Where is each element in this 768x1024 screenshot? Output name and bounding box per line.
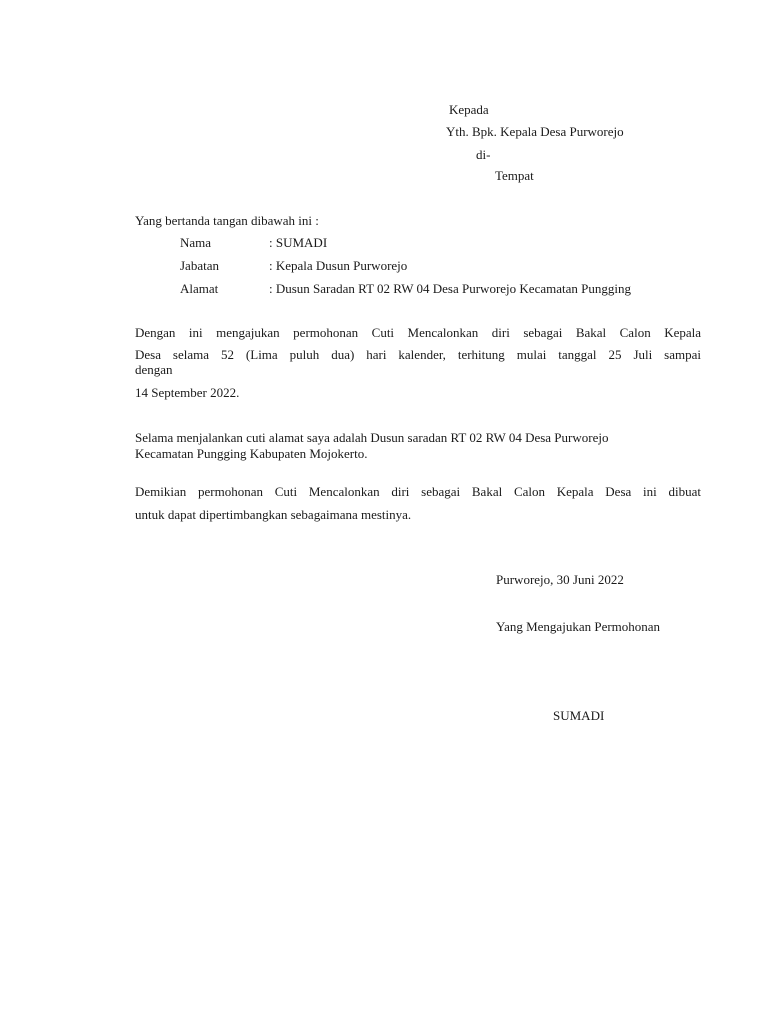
signer-name: SUMADI <box>553 708 605 723</box>
identity-label: Jabatan <box>180 258 219 273</box>
applicant-label: Yang Mengajukan Permohonan <box>496 619 661 634</box>
recipient-to: Kepada <box>449 102 489 117</box>
paragraph-2-line-1: Selama menjalankan cuti alamat saya adalah Dusun saradan RT 02 RW 04 Desa Purworejo <box>135 430 609 445</box>
identity-value: : SUMADI <box>269 235 328 250</box>
identity-value: : Kepala Dusun Purworejo <box>269 258 408 273</box>
paragraph-1-line-4: 14 September 2022. <box>135 385 240 400</box>
recipient-name: Yth. Bpk. Kepala Desa Purworejo <box>446 124 624 139</box>
paragraph-1-line-1: Dengan ini mengajukan permohonan Cuti Mencalonkan diri sebagai Bakal Calon Kepala <box>135 325 701 340</box>
paragraph-3-line-2: untuk dapat dipertimbangkan sebagaimana mestinya. <box>135 507 412 522</box>
recipient-at: di- <box>476 147 491 162</box>
identity-row-alamat <box>180 281 631 297</box>
identity-value: : Dusun Saradan RT 02 RW 04 Desa Purworejo Kecamatan Pungging <box>269 281 631 296</box>
place-date: Purworejo, 30 Juni 2022 <box>496 572 624 587</box>
identity-row-nama <box>180 235 327 251</box>
identity-label: Alamat <box>180 281 219 296</box>
paragraph-3-line-1: Demikian permohonan Cuti Mencalonkan diri sebagai Bakal Calon Kepala Desa ini dibuat <box>135 484 701 499</box>
identity-row-jabatan <box>180 258 407 274</box>
recipient-place: Tempat <box>495 168 534 183</box>
identity-label: Nama <box>180 235 212 250</box>
paragraph-1-line-2: Desa selama 52 (Lima puluh dua) hari kalender, terhitung mulai tanggal 25 Juli sampai <box>135 347 701 362</box>
paragraph-1-line-3: dengan <box>135 362 173 377</box>
intro-text: Yang bertanda tangan dibawah ini : <box>135 213 319 228</box>
paragraph-2-line-2: Kecamatan Pungging Kabupaten Mojokerto. <box>135 446 368 461</box>
